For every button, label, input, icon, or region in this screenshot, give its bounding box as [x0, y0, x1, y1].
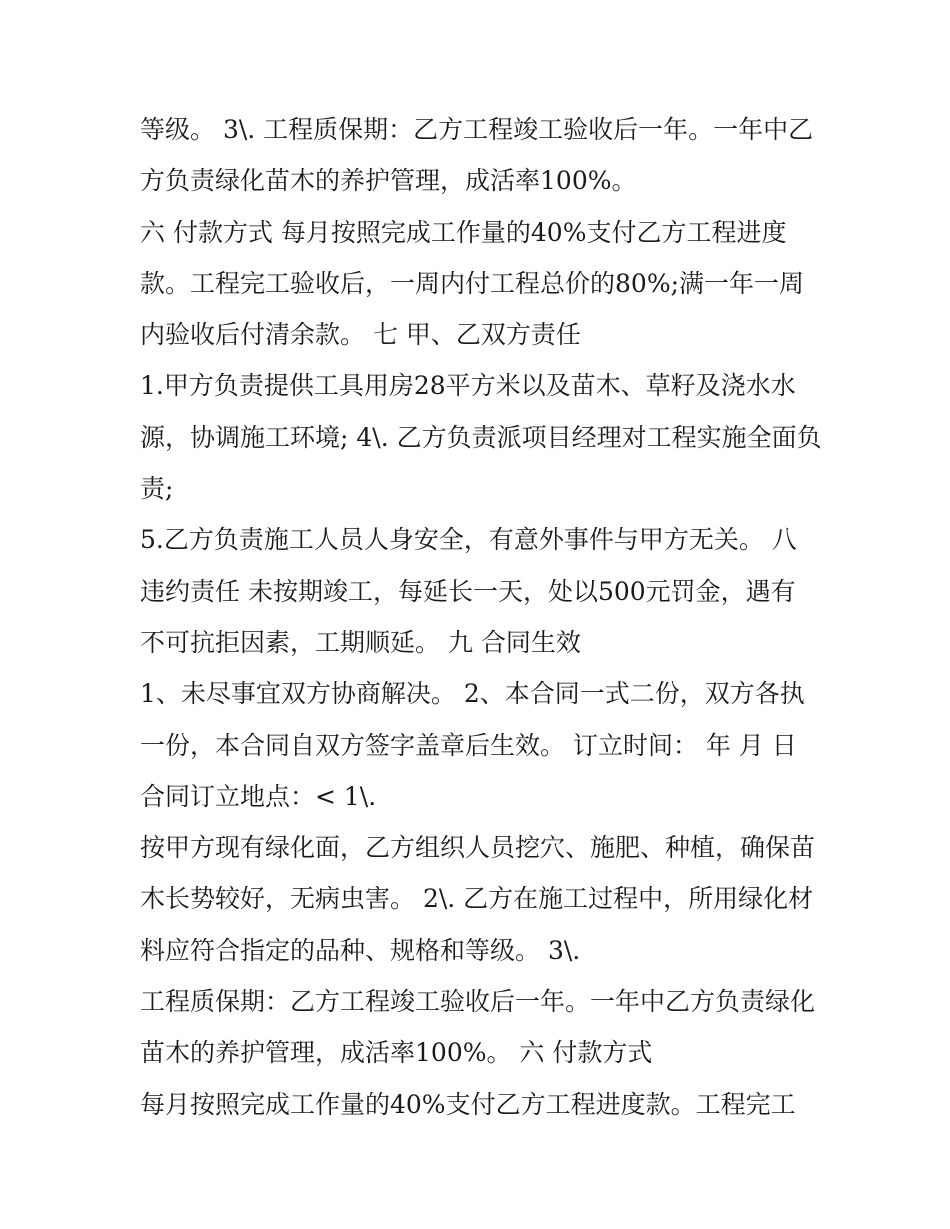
text-line: 方负责绿化苗木的养护管理，成活率100%。: [140, 166, 637, 196]
text-line: 按甲方现有绿化面，乙方组织人员挖穴、施肥、种植，确保苗: [140, 833, 816, 863]
text-line: 苗木的养护管理，成活率100%。 六 付款方式: [140, 1038, 653, 1068]
text-line: 1、未尽事宜双方协商解决。 2、本合同一式二份，双方各执: [140, 679, 805, 709]
text-line: 内验收后付清余款。 七 甲、乙双方责任: [140, 320, 581, 350]
text-line: 5.乙方负责施工人员人身安全，有意外事件与甲方无关。 八: [140, 525, 797, 555]
document-body: [140, 104, 830, 1130]
text-line: 款。工程完工验收后，一周内付工程总价的80%;满一年一周: [140, 268, 804, 298]
text-line: 责;: [140, 474, 174, 504]
text-line: 源，协调施工环境; 4\. 乙方负责派项目经理对工程实施全面负: [140, 422, 822, 452]
text-line: 不可抗拒因素，工期顺延。 九 合同生效: [140, 627, 581, 657]
text-line: 违约责任 未按期竣工，每延长一天，处以500元罚金，遇有: [140, 576, 796, 606]
text-line: 等级。 3\. 工程质保期：乙方工程竣工验收后一年。一年中乙: [140, 115, 814, 144]
text-line: 每月按照完成工作量的40%支付乙方工程进度款。工程完工: [140, 1089, 796, 1119]
text-line: 料应符合指定的品种、规格和等级。 3\.: [140, 935, 581, 965]
text-line: 木长势较好，无病虫害。 2\. 乙方在施工过程中，所用绿化材: [140, 884, 814, 914]
text-line: 1.甲方负责提供工具用房28平方米以及苗木、草籽及浇水水: [140, 371, 796, 401]
text-line: 工程质保期：乙方工程竣工验收后一年。一年中乙方负责绿化: [140, 987, 816, 1017]
text-line: 六 付款方式 每月按照完成工作量的40%支付乙方工程进度: [140, 217, 787, 247]
text-line: 一份，本合同自双方签字盖章后生效。 订立时间： 年 月 日: [140, 730, 797, 760]
text-line: 合同订立地点：< 1\.: [140, 781, 377, 811]
